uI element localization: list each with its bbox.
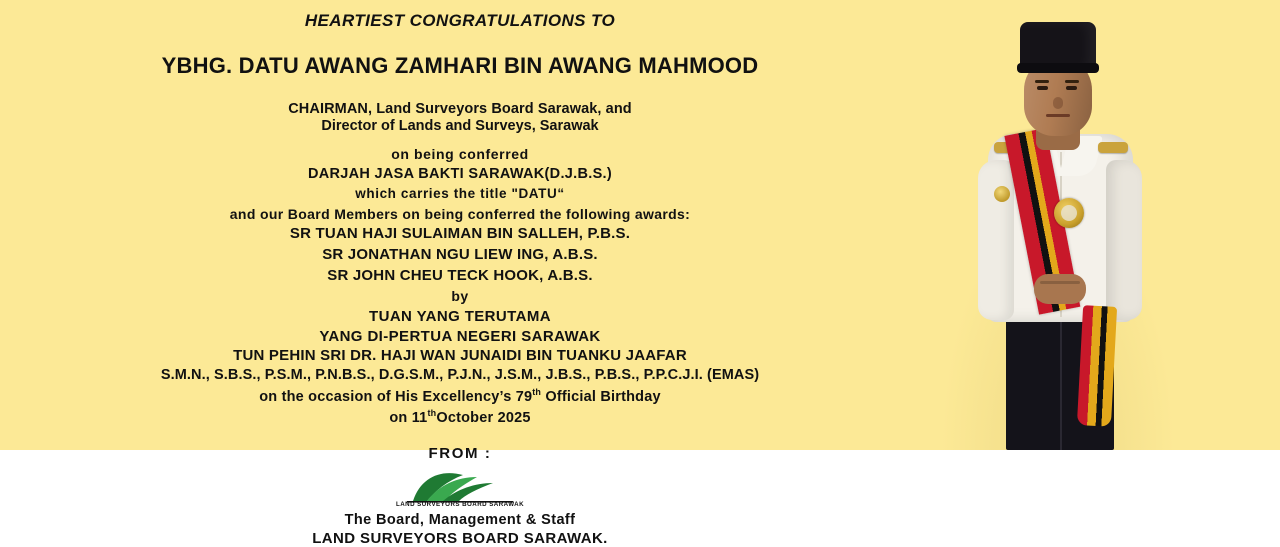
awardee-1: SR TUAN HAJI SULAIMAN BIN SALLEH, P.B.S.	[289, 225, 631, 243]
award-title-line: which carries the title "DATU“	[355, 185, 565, 201]
date-line	[0, 408, 920, 427]
portrait-nose	[1053, 97, 1063, 109]
portrait-mouth	[1046, 114, 1070, 117]
portrait-eye-left	[1037, 86, 1048, 90]
portrait-epaulette-right	[1098, 142, 1128, 153]
portrait-brow-right	[1065, 80, 1079, 83]
occasion-prefix: on the occasion of His Excellency’s 79	[259, 388, 533, 405]
award-name: DARJAH JASA BAKTI SARAWAK(D.J.B.S.)	[307, 165, 612, 182]
date-ordinal-suffix: th	[427, 407, 437, 418]
honoree-role-line-1: CHAIRMAN, Land Surveyors Board Sarawak, and	[288, 101, 632, 117]
portrait-sash-tassel	[1077, 305, 1117, 427]
portrait-brow-left	[1035, 80, 1049, 83]
awardee-3: SR JOHN CHEU TECK HOOK, A.B.S.	[327, 266, 593, 284]
conferred-label: on being conferred	[391, 146, 529, 163]
portrait-lapel-badge	[994, 186, 1010, 202]
date-prefix: on 11	[389, 409, 428, 426]
occasion-line	[0, 387, 920, 406]
awardee-2: SR JONATHAN NGU LIEW ING, A.B.S.	[322, 245, 598, 263]
logo-wrapper	[0, 471, 920, 509]
occasion-ordinal-suffix: th	[532, 387, 542, 398]
conferrer-name: TUN PEHIN SRI DR. HAJI WAN JUNAIDI BIN TUANKU JAAFAR	[233, 347, 687, 365]
portrait-medal-star	[1054, 198, 1084, 228]
congrats-heading: HEARTIEST CONGRATULATIONS TO	[304, 11, 616, 30]
land-surveyors-board-logo	[377, 471, 543, 509]
from-line-2: LAND SURVEYORS BOARD SARAWAK.	[312, 529, 608, 547]
from-label: FROM :	[428, 444, 492, 462]
honoree-role-line-2: Director of Lands and Surveys, Sarawak	[321, 118, 599, 135]
honoree-portrait	[958, 22, 1158, 450]
by-label: by	[451, 288, 469, 305]
conferrer-title-line-1: TUAN YANG TERUTAMA	[369, 307, 551, 325]
portrait-eye-right	[1066, 86, 1077, 90]
occasion-suffix: Official Birthday	[541, 388, 661, 405]
honoree-name: YBHG. DATU AWANG ZAMHARI BIN AWANG MAHMOOD	[161, 53, 759, 79]
portrait-songkok-hat	[1020, 22, 1096, 70]
conferrer-honours: S.M.N., S.B.S., P.S.M., P.N.B.S., D.G.S.M., P.J.N., J.S.M., J.B.S., P.B.S., P.P.C.J.I. (EMAS)	[160, 366, 760, 383]
portrait-arm-right	[1106, 160, 1142, 320]
date-suffix: October 2025	[436, 409, 531, 426]
portrait-arm-left	[978, 160, 1014, 320]
from-line-1: The Board, Management & Staff	[344, 511, 576, 528]
conferrer-title-line-2: YANG DI-PERTUA NEGERI SARAWAK	[319, 327, 601, 345]
logo-text: LAND SURVEYORS BOARD SARAWAK	[396, 500, 524, 508]
board-members-intro: and our Board Members on being conferred the following awards:	[229, 205, 691, 222]
portrait-clasped-hands	[1034, 274, 1086, 304]
